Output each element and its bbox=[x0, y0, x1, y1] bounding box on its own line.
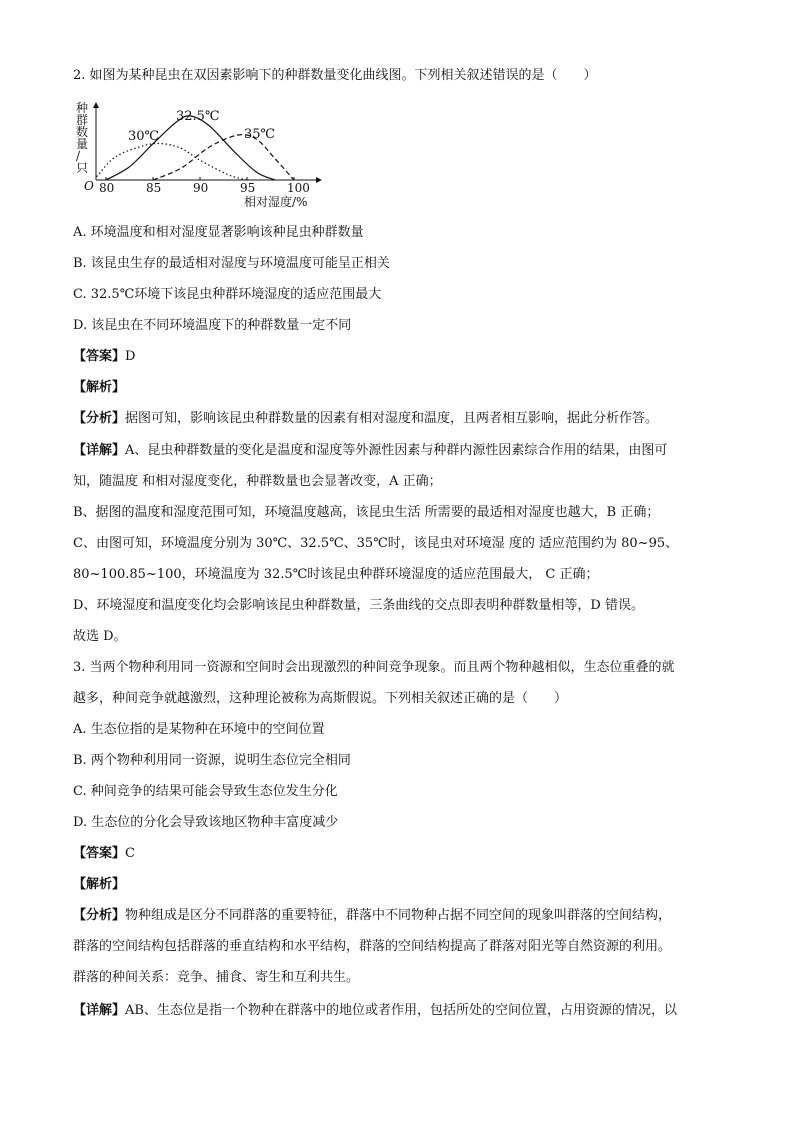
q2-option-d: D. 该昆虫在不同环境温度下的种群数量一定不同 bbox=[73, 318, 352, 333]
q2-xiangjie-line-3: B、据图的温度和湿度范围可知，环境温度越高，该昆虫生活 所需要的最适相对湿度也越大，B 正确； bbox=[73, 505, 660, 520]
q2-fenxi bbox=[73, 408, 754, 430]
q3-option-a: A. 生态位指的是某物种在环境中的空间位置 bbox=[73, 722, 325, 737]
x-tick-label: 80 bbox=[99, 181, 115, 195]
q2-fenxi-text: 据图可知，影响该昆虫种群数量的因素有相对湿度和温度，且两者相互影响，据此分析作答。 bbox=[125, 411, 659, 426]
q3-stem-line-1: 3. 当两个物种利用同一资源和空间时会出现激烈的种间竞争现象。而且两个物种越相似，生态位重叠的就 bbox=[73, 660, 675, 675]
y-axis-label-char: 数 bbox=[76, 125, 89, 139]
q2-stem: 2. 如图为某种昆虫在双因素影响下的种群数量变化曲线图。下列相关叙述错误的是（ ） bbox=[73, 68, 597, 83]
series-label: 30℃ bbox=[128, 129, 160, 144]
q2-option-a: A. 环境温度和相对湿度显著影响该种昆虫种群数量 bbox=[73, 225, 364, 240]
q3-answer bbox=[73, 843, 754, 865]
q2-xiangjie-line-6: D、环境湿度和温度变化均会影响该昆虫种群数量，三条曲线的交点即表明种群数量相等，D 错误。 bbox=[73, 598, 644, 613]
q3-xiangjie-text: AB、生态位是指一个物种在群落中的地位或者作用，包括所处的空间位置，占用资源的情况，以 bbox=[125, 1003, 677, 1018]
q2-fenxi-label: 【分析】 bbox=[73, 411, 126, 426]
x-tick-label: 95 bbox=[240, 181, 256, 195]
q2-answer bbox=[73, 346, 754, 368]
y-axis-label-char: / bbox=[76, 149, 81, 163]
x-tick-label: 85 bbox=[146, 181, 162, 195]
q3-fenxi bbox=[73, 905, 754, 927]
q2-xiangjie-label: 【详解】 bbox=[73, 443, 126, 458]
q3-answer-value: C bbox=[125, 846, 135, 861]
series-line bbox=[97, 144, 247, 180]
q3-xiangjie-label: 【详解】 bbox=[73, 1003, 126, 1018]
q3-xiangjie bbox=[73, 1000, 754, 1022]
y-axis-arrow bbox=[93, 102, 99, 108]
series-label: 35℃ bbox=[244, 127, 276, 142]
q2-xiangjie-line-4: C、由图可知，环境温度分别为 30℃、32.5℃、35℃时，该昆虫对环境湿 度的 适应范围约为 80~95、 bbox=[73, 536, 679, 551]
q2-xiangjie-line-2: 知，随温度 和相对湿度变化，种群数量也会显著改变，A 正确； bbox=[73, 474, 442, 489]
q3-option-b: B. 两个物种利用同一资源，说明生态位完全相同 bbox=[73, 753, 351, 768]
q2-option-b: B. 该昆虫生存的最适相对湿度与环境温度可能呈正相关 bbox=[73, 256, 390, 271]
series-line bbox=[106, 116, 275, 180]
q3-fenxi-label: 【分析】 bbox=[73, 908, 126, 923]
q3-stem-line-2: 越多，种间竞争就越激烈，这种理论被称为高斯假说。下列相关叙述正确的是（ ） bbox=[73, 691, 568, 706]
q2-answer-value: D bbox=[125, 349, 136, 364]
q2-xiangjie-line-7: 故选 D。 bbox=[73, 629, 127, 644]
q2-xiangjie bbox=[73, 440, 754, 462]
y-axis-label-char: 量 bbox=[76, 137, 89, 151]
y-axis-label bbox=[76, 101, 88, 175]
q3-option-d: D. 生态位的分化会导致该地区物种丰富度减少 bbox=[73, 815, 339, 830]
q3-analysis-label: 【解析】 bbox=[73, 877, 126, 892]
q3-answer-label: 【答案】 bbox=[73, 846, 126, 861]
x-axis-label: 相对湿度/% bbox=[244, 195, 308, 209]
q2-xiangjie-line-1: A、昆虫种群数量的变化是温度和湿度等外源性因素与种群内源性因素综合作用的结果，由图可 bbox=[125, 443, 668, 458]
q2-answer-label: 【答案】 bbox=[73, 349, 126, 364]
q2-xiangjie-line-5: 80~100.85~100，环境温度为 32.5℃时该昆虫种群环境湿度的适应范围最大， C 正确； bbox=[73, 567, 599, 582]
q2-option-c: C. 32.5℃环境下该昆虫种群环境湿度的适应范围最大 bbox=[73, 287, 382, 302]
y-axis-label-char: 种 bbox=[76, 101, 89, 115]
q3-fenxi-line-1: 物种组成是区分不同群落的重要特征，群落中不同物种占据不同空间的现象叫群落的空间结构， bbox=[125, 908, 672, 923]
x-tick-label: 100 bbox=[287, 181, 310, 195]
series-label: 32.5℃ bbox=[176, 109, 220, 124]
q2-analysis-label: 【解析】 bbox=[73, 380, 126, 395]
q3-fenxi-line-3: 群落的种间关系：竞争、捕食、寄生和互利共生。 bbox=[73, 970, 360, 985]
origin-label: O bbox=[84, 179, 94, 193]
q3-option-c: C. 种间竞争的结果可能会导致生态位发生分化 bbox=[73, 784, 338, 799]
y-axis-label-char: 只 bbox=[76, 161, 89, 175]
q3-fenxi-line-2: 群落的空间结构包括群落的垂直结构和水平结构，群落的空间结构提高了群落对阳光等自然资源的利用。 bbox=[73, 939, 672, 954]
y-axis-label-char: 群 bbox=[76, 113, 89, 127]
x-axis-arrow bbox=[316, 177, 322, 183]
population-chart bbox=[66, 100, 336, 218]
x-tick-label: 90 bbox=[193, 181, 209, 195]
